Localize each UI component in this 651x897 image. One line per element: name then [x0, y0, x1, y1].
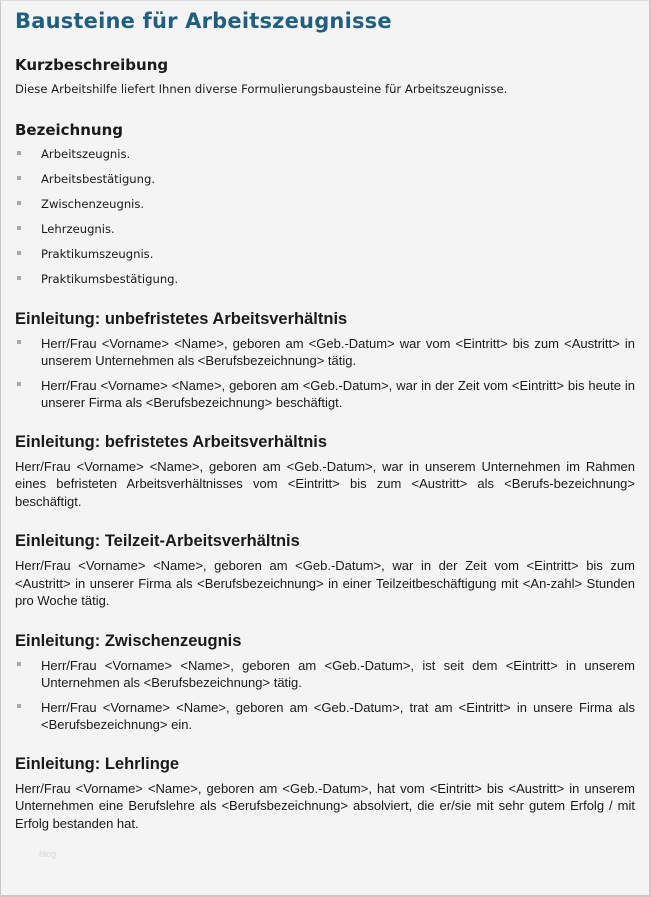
list-item-text: Arbeitsbestätigung.: [41, 171, 156, 186]
bullet-icon: [17, 340, 21, 344]
section-unbefristet: [15, 309, 635, 411]
section-befristet: [15, 432, 635, 511]
list-item: [15, 377, 635, 411]
section-lehrlinge: [15, 754, 635, 833]
section-paragraph: Herr/Frau <Vorname> <Name>, geboren am <Geb.-Datum>, hat vom <Eintritt> bis <Austritt> in unserem Unternehmen eine Berufslehre als <Berufsbezeichnung> absolviert, die er/sie mit sehr gutem Erfolg / mit Erfolg bestanden hat.: [15, 780, 635, 831]
zwischenzeugnis-list: [15, 657, 635, 733]
bullet-icon: [17, 704, 21, 708]
document-title: Bausteine für Arbeitszeugnisse: [15, 9, 392, 33]
section-bezeichnung: [15, 120, 635, 288]
list-item-text: Arbeitszeugnis.: [41, 146, 131, 161]
bullet-icon: [17, 151, 21, 155]
bullet-icon: [17, 276, 21, 280]
bullet-icon: [17, 382, 21, 386]
list-item: [15, 196, 635, 213]
list-item-text: Herr/Frau <Vorname> <Name>, geboren am <Geb.-Datum>, ist seit dem <Eintritt> in unserem Unternehmen als <Berufsbezeichnung> tätig.: [41, 657, 635, 690]
section-heading: Einleitung: befristetes Arbeitsverhältnis: [15, 432, 328, 451]
bullet-icon: [17, 662, 21, 666]
bezeichnung-list: [15, 146, 635, 288]
section-paragraph: Diese Arbeitshilfe liefert Ihnen diverse Formulierungsbausteine für Arbeitszeugnisse.: [15, 82, 508, 96]
section-heading: Einleitung: Teilzeit-Arbeitsverhältnis: [15, 532, 300, 550]
section-paragraph: Herr/Frau <Vorname> <Name>, geboren am <Geb.-Datum>, war in unserem Unternehmen im Rahmen eines befristeten Arbeitsverhältnisses vom <Eintritt> bis zum <Austritt> als <Berufs-bezeichnung> beschäftigt.: [15, 458, 635, 509]
section-zwischenzeugnis: [15, 631, 635, 733]
list-item: [15, 146, 635, 163]
section-kurzbeschreibung: [15, 55, 635, 99]
list-item: [15, 246, 635, 263]
section-heading: Einleitung: Lehrlinge: [15, 754, 180, 773]
bullet-icon: [17, 201, 21, 205]
bullet-icon: [17, 176, 21, 180]
bullet-icon: [17, 251, 21, 255]
list-item: [15, 335, 635, 369]
section-paragraph: Herr/Frau <Vorname> <Name>, geboren am <Geb.-Datum>, war in der Zeit vom <Eintritt> bis zum <Austritt> in unserer Firma als <Berufsbezeichnung> in einer Teilzeitbeschäftigung mit <An-zahl> Stunden pro Woche tätig.: [15, 558, 635, 608]
section-heading: Kurzbeschreibung: [15, 56, 169, 74]
section-heading: Einleitung: Zwischenzeugnis: [15, 631, 242, 650]
list-item: [15, 221, 635, 238]
section-heading: Einleitung: unbefristetes Arbeitsverhältnis: [15, 309, 348, 328]
unbefristet-list: [15, 335, 635, 411]
list-item: [15, 271, 635, 288]
list-item-text: Herr/Frau <Vorname> <Name>, geboren am <Geb.-Datum>, war in der Zeit vom <Eintritt> bis heute in unserer Firma als <Berufsbezeichnung> beschäftigt.: [41, 377, 635, 410]
list-item-text: Lehrzeugnis.: [41, 221, 115, 236]
watermark: blog: [39, 849, 57, 859]
list-item-text: Praktikumszeugnis.: [41, 246, 154, 261]
bullet-icon: [17, 226, 21, 230]
list-item-text: Herr/Frau <Vorname> <Name>, geboren am <Geb.-Datum> war vom <Eintritt> bis zum <Austritt> in unserem Unternehmen als <Berufsbezeichnung> tätig.: [41, 335, 635, 368]
section-heading: Bezeichnung: [15, 120, 123, 139]
list-item-text: Praktikumsbestätigung.: [41, 271, 179, 286]
list-item-text: Zwischenzeugnis.: [41, 196, 145, 211]
section-teilzeit: [15, 531, 635, 610]
list-item: [15, 657, 635, 691]
list-item-text: Herr/Frau <Vorname> <Name>, geboren am <Geb.-Datum>, trat am <Eintritt> in unsere Firma als <Berufsbezeichnung> ein.: [41, 699, 635, 732]
list-item: [15, 171, 635, 188]
list-item: [15, 699, 635, 733]
